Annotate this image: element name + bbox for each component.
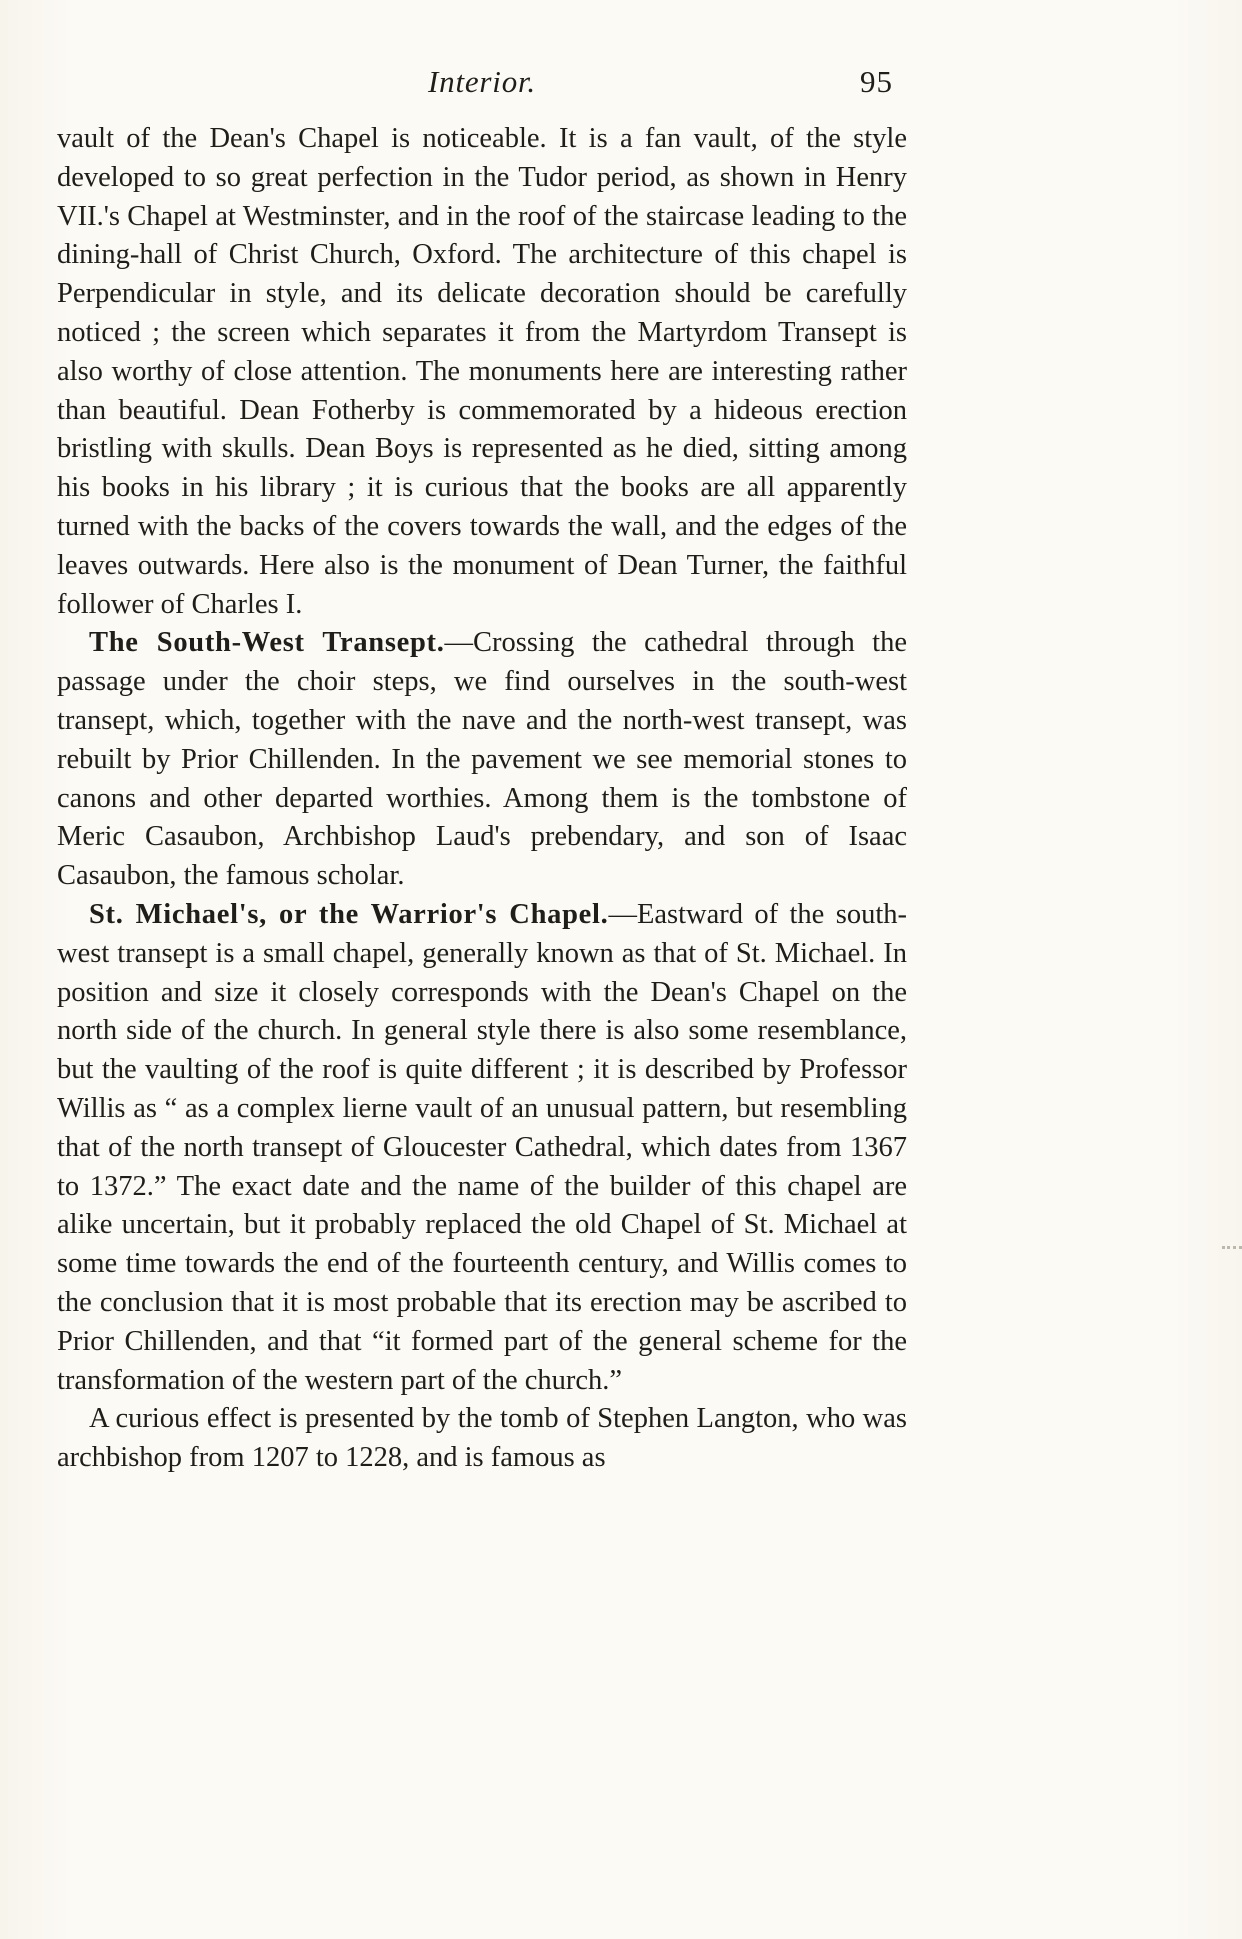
scan-artifact-dots [1222, 1246, 1242, 1249]
page-header [57, 64, 907, 106]
paragraph-text: —Crossing the cathedral through the passage under the choir steps, we find ourselves in the south-west transept, which, together with the nave and the north-west transept, was rebuilt by Prior Chillenden. In the pavement we see memorial stones to canons and other departed worthies. Among them is the tombstone of Meric Casaubon, Archbishop Laud's prebendary, and son of Isaac Casaubon, the famous scholar. [57, 627, 907, 892]
paragraph-st-michaels-chapel [57, 896, 907, 1400]
paragraph-text: —Eastward of the south-west transept is a small chapel, generally known as that of St. Michael. In position and size it closely corresponds with the Dean's Chapel on the north side of the church. In general style there is also some resemblance, but the vaulting of the roof is quite different ; it is described by Professor Willis as “ as a complex lierne vault of an unusual pattern, but resembling that of the north transept of Gloucester Cathedral, which dates from 1367 to 1372.” The exact date and the name of the builder of this chapel are alike uncertain, but it probably replaced the old Chapel of St. Michael at some time towards the end of the fourteenth century, and Willis comes to the conclusion that it is most probable that its erection may be ascribed to Prior Chillenden, and that “it formed part of the general scheme for the transformation of the western part of the church.” [57, 898, 907, 1396]
paragraph-text: A curious effect is presented by the tomb of Stephen Langton, who was archbishop from 1207 to 1228, and is famous as [57, 1403, 907, 1474]
paragraph-text: vault of the Dean's Chapel is noticeable. It is a fan vault, of the style developed to so great perfection in the Tudor period, as shown in Henry VII.'s Chapel at Westminster, and in the roof of the staircase leading to the dining-hall of Christ Church, Oxford. The architecture of this chapel is Perpendicular in style, and its delicate decoration should be carefully noticed ; the screen which separates it from the Martyrdom Transept is also worthy of close attention. The monuments here are interesting rather than beautiful. Dean Fotherby is commemorated by a hideous erection bristling with skulls. Dean Boys is represented as he died, sitting among his books in his library ; it is curious that the books are all apparently turned with the backs of the covers towards the wall, and the edges of the leaves outwards. Here also is the monument of Dean Turner, the faithful follower of Charles I. [57, 123, 907, 620]
running-header-title: Interior. [428, 64, 536, 99]
page-body [57, 120, 907, 1478]
paragraph-continuation [57, 120, 907, 624]
paragraph-south-west-transept [57, 624, 907, 896]
paragraph-stephen-langton [57, 1400, 907, 1478]
section-heading-south-west-transept: The South-West Transept. [89, 627, 445, 659]
section-heading-st-michaels-chapel: St. Michael's, or the Warrior's Chapel. [89, 898, 609, 930]
page-number: 95 [860, 64, 893, 99]
